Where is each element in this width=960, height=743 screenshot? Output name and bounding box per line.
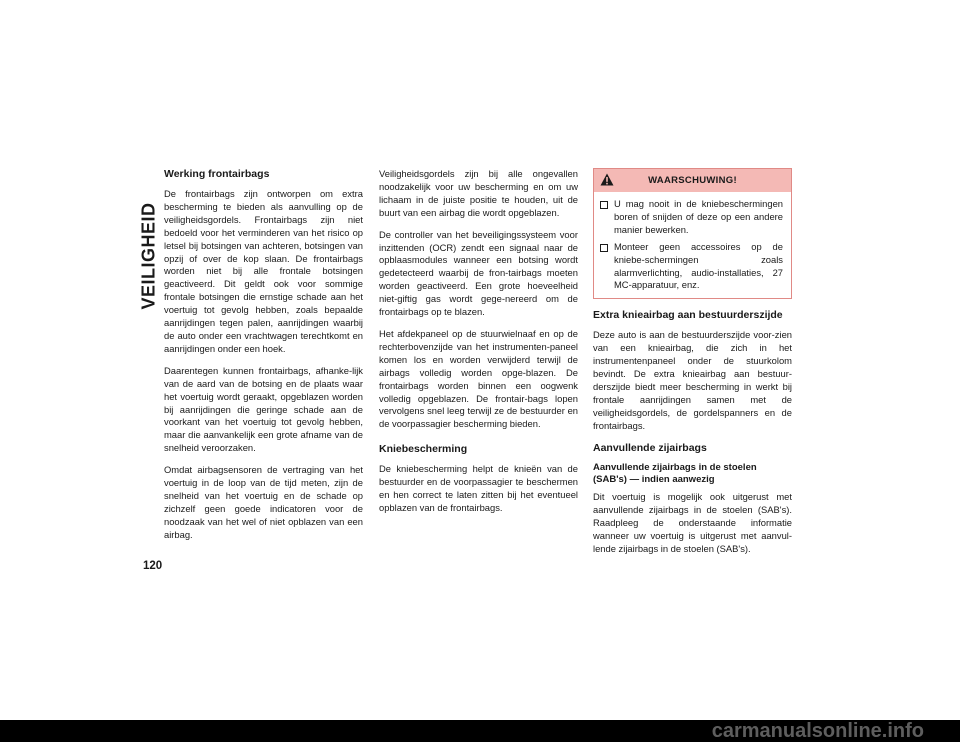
paragraph: Daarentegen kunnen frontairbags, afhanke-lijk van de aard van de botsing en de plaats waar het voertuig wordt geraakt, opgeblazen worden bij aanrijdingen die geringe schade aan de voorkant van het voertuig tot gevolg hebben, maar die aanvankelijk een grote afname van de snelheid veroorzaken. xyxy=(164,364,363,454)
page-number: 120 xyxy=(143,560,163,572)
column-1 xyxy=(164,168,363,551)
warning-title: WAARSCHUWING! xyxy=(648,175,737,186)
warning-body xyxy=(594,192,791,298)
warning-triangle-icon xyxy=(600,173,614,186)
section-tab xyxy=(137,168,161,344)
section-tab-label: VEILIGHEID xyxy=(138,202,159,310)
paragraph: Veiligheidsgordels zijn bij alle ongevallen noodzakelijk voor uw bescherming en om uw lichaam in de juiste positie te houden, uit de buurt van een airbag die wordt opgeblazen. xyxy=(379,168,578,218)
paragraph: De kniebescherming helpt de knieën van de bestuurder en de voorpassagier te beschermen en hen correct te laten zitten bij het eventueel opblazen van de frontairbags. xyxy=(379,463,578,513)
footer-watermark-text: carmanualsonline.info xyxy=(711,719,924,742)
footer-watermark xyxy=(0,720,960,742)
warning-box xyxy=(593,168,792,299)
column-3 xyxy=(593,168,792,565)
heading-knieairbag: Extra knieairbag aan bestuurderszijde xyxy=(593,309,783,322)
heading-kniebescherming: Kniebescherming xyxy=(379,443,468,456)
subheading-sab: Aanvullende zijairbags in de stoelen (SAB's) — indien aanwezig xyxy=(593,461,757,486)
warning-item xyxy=(600,198,783,237)
column-2 xyxy=(379,168,578,524)
warning-item xyxy=(600,241,783,293)
paragraph: Deze auto is aan de bestuurderszijde voor-zien van een knieairbag, die zich in het instrumentenpaneel onder de stuurkolom bevindt. De extra knieairbag aan bestuur-derszijde biedt meer bescherming in werkt bij frontale aanrijdingen samen met de veiligheidsgordels, de gordelspanners en de frontairbags. xyxy=(593,329,792,431)
warning-header xyxy=(594,169,791,192)
warning-item-text: U mag nooit in de kniebeschermingen boren of snijden of deze op een andere manier bewerken. xyxy=(614,198,783,235)
heading-frontairbags: Werking frontairbags xyxy=(164,168,270,180)
paragraph: Omdat airbagsensoren de vertraging van het voertuig in de loop van de tijd meten, zijn de snelheid van het voertuig en de schade op zichzelf geen goede indicatoren voor de noodzaak van het wel of niet opblazen van een airbag. xyxy=(164,464,363,540)
warning-item-text: Monteer geen accessoires op de kniebe-schermingen zoals alarmverlichting, audio-installaties, 27 MC-apparatuur, enz. xyxy=(614,240,783,291)
square-bullet-icon xyxy=(600,201,608,209)
paragraph: De controller van het beveiligingssysteem voor inzittenden (OCR) zendt een signaal naar de opblaasmodules wanneer een botsing wordt gedetecteerd waarbij de fron-tairbags moeten worden geactiveerd. Een grote hoeveelheid niet-giftig gas wordt gege-nereerd om de frontairbags op te blazen. xyxy=(379,228,578,318)
paragraph: Het afdekpaneel op de stuurwielnaaf en op de rechterbovenzijde van het instrumenten-paneel komen los en worden verwijderd terwijl de airbags volledig worden opge-blazen. De frontairbags worden binnen een oogwenk volledig opgeblazen. De frontair-bags lopen vervolgens snel leeg terwijl ze de bestuurder en de voorpassagier bescherming bieden. xyxy=(379,327,578,430)
square-bullet-icon xyxy=(600,244,608,252)
heading-zijairbags: Aanvullende zijairbags xyxy=(593,441,707,454)
paragraph: De frontairbags zijn ontworpen om extra bescherming te bieden als aanvulling op de veiligheidsgordels. Frontairbags zijn niet bedoeld voor het verminderen van het risico op letsel bij botsingen van achteren, botsingen van opzij of over de kop slaan. De frontairbags worden niet bij alle frontale botsingen geactiveerd. Dit geldt ook voor sommige frontale botsingen die ernstige schade aan het voertuig tot gevolg hebben, zoals bepaalde aanrijdingen tegen palen, aanrijdingen waarbij de auto onder een vrachtwagen terechtkomt en aanrijdingen onder een hoek. xyxy=(164,188,363,354)
paragraph: Dit voertuig is mogelijk ook uitgerust met aanvullende zijairbags in de stoelen (SAB's). Raadpleeg de onderstaande informatie wanneer uw voertuig is uitgerust met aanvul-lende zijairbags in de stoelen (SAB's). xyxy=(593,491,792,554)
